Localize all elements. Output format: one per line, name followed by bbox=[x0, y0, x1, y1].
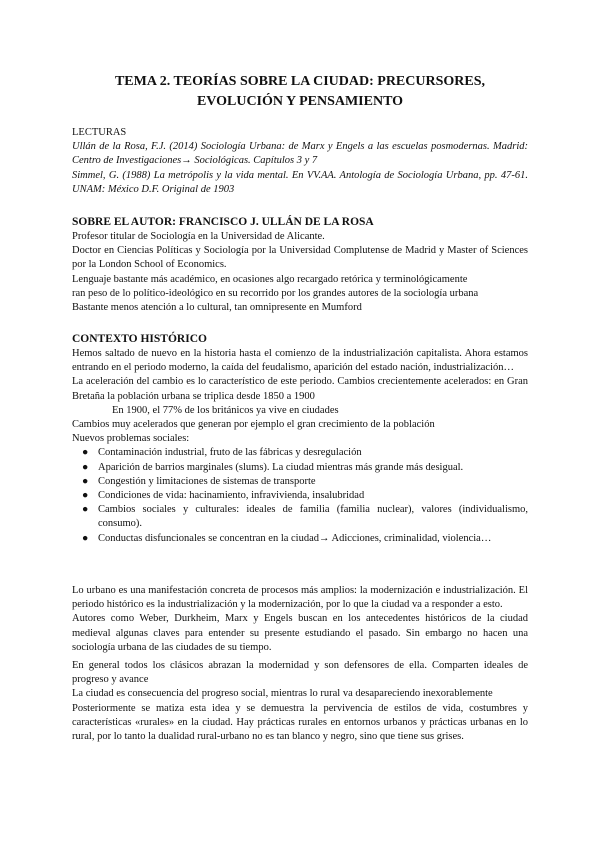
title-line-1: TEMA 2. TEORÍAS SOBRE LA CIUDAD: PRECURSORES, bbox=[114, 74, 486, 89]
autor-paragraph: Profesor titular de Sociología en la Universidad de Alicante. bbox=[72, 231, 325, 242]
contexto-paragraph: Nuevos problemas sociales: bbox=[72, 433, 190, 445]
contexto-paragraph: En general todos los clásicos abrazan la modernidad y son defensores de ella. Comparten ideales de progreso y avance bbox=[72, 660, 528, 686]
contexto-paragraph: Autores como Weber, Durkheim, Marx y Engels buscan en los antecedentes históricos de la ciudad medieval algunas claves para entender su presente estudiando el pasado. Sin embargo no hacen una sociología urbana de las ciudades de su tiempo. bbox=[72, 613, 528, 653]
list-item bbox=[72, 461, 528, 475]
list-item-text: Cambios sociales y culturales: ideales de familia (familia nuclear), valores (individualismo, consumo). bbox=[98, 504, 528, 530]
bullet-icon: ● bbox=[82, 532, 89, 544]
bullet-icon: ● bbox=[82, 447, 89, 459]
autor-section bbox=[72, 214, 528, 315]
contexto-heading: CONTEXTO HISTÓRICO bbox=[72, 333, 207, 345]
bullet-icon: ● bbox=[82, 490, 89, 502]
contexto-paragraph: En 1900, el 77% de los británicos ya vive en ciudades bbox=[112, 404, 339, 416]
autor-paragraph: Lenguaje bastante más académico, en ocasiones algo recargado retórica y terminológicamente bbox=[72, 273, 468, 285]
title-line-2: EVOLUCIÓN Y PENSAMIENTO bbox=[196, 94, 404, 109]
contexto-paragraph: Cambios muy acelerados que generan por ejemplo el gran crecimiento de la población bbox=[72, 419, 435, 431]
list-item bbox=[72, 532, 528, 546]
clasicos-section bbox=[72, 659, 528, 744]
list-item-text: Aparición de barrios marginales (slums). La ciudad mientras más grande más desigual. bbox=[98, 461, 464, 473]
contexto-paragraph: Posteriormente se matiza esta idea y se demuestra la pervivencia de estilos de vida, costumbres y características «rurales» en la ciudad. Hay prácticas rurales en entornos urbanos y prácticas urbanas en lo rural, por lo tanto la dualidad rural-urbano no es tan blanco y negro, sino que tiene sus grises. bbox=[72, 702, 528, 743]
contexto-paragraph: Hemos saltado de nuevo en la historia hasta el comienzo de la industrialización capitalista. Ahora estamos entrando en el periodo moderno, la caída del feudalismo, aparición del estado nación, industrialización… bbox=[72, 348, 528, 374]
lecturas-heading: LECTURAS bbox=[72, 127, 127, 138]
lectura-ref-2: Simmel, G. (1988) La metrópolis y la vida mental. En VV.AA. Antología de Sociología Urbana, pp. 47-61. UNAM: México D.F. Original de 1903 bbox=[72, 169, 528, 195]
contexto-paragraph: Lo urbano es una manifestación concreta de procesos más amplios: la modernización e industrialización. El periodo histórico es la industrialización y la modernización, por lo que la ciudad va a responder a esto. bbox=[72, 585, 528, 611]
list-item-text: Condiciones de vida: hacinamiento, infravivienda, insalubridad bbox=[98, 490, 365, 502]
bullet-icon: ● bbox=[82, 475, 89, 487]
list-item bbox=[72, 475, 528, 489]
autor-paragraph: Bastante menos atención a lo cultural, tan omnipresente en Mumford bbox=[72, 302, 362, 314]
list-item-text: Contaminación industrial, fruto de las fábricas y desregulación bbox=[98, 447, 362, 459]
lectura-ref-1: Ullán de la Rosa, F.J. (2014) Sociología Urbana: de Marx y Engels a las escuelas posmodernas. Madrid: Centro de Investigaciones→ Sociológicas. Capítulos 3 y 7 bbox=[72, 141, 528, 167]
modernizacion-section bbox=[72, 584, 528, 655]
contexto-paragraph: La ciudad es consecuencia del progreso social, mientras lo rural va desapareciendo inexorablemente bbox=[72, 688, 493, 700]
bullet-icon: ● bbox=[82, 461, 89, 473]
list-item-text: Conductas disfuncionales se concentran en la ciudad→ Adicciones, criminalidad, violencia… bbox=[98, 532, 492, 544]
problemas-list bbox=[72, 446, 528, 545]
autor-paragraph: Doctor en Ciencias Políticas y Sociología por la Universidad Complutense de Madrid y Master of Sciences por la London School of Economics. bbox=[72, 245, 528, 271]
list-item bbox=[72, 489, 528, 503]
list-item bbox=[72, 446, 528, 460]
autor-heading: SOBRE EL AUTOR: FRANCISCO J. ULLÁN DE LA ROSA bbox=[72, 216, 374, 228]
list-item-text: Congestión y limitaciones de sistemas de transporte bbox=[98, 475, 316, 487]
bullet-icon: ● bbox=[82, 504, 89, 516]
list-item bbox=[72, 503, 528, 531]
document-title bbox=[72, 72, 528, 112]
contexto-paragraph: La aceleración del cambio es lo característico de este periodo. Cambios crecientemente acelerados: en Gran Bretaña la población urbana se triplica desde 1850 a 1900 bbox=[72, 376, 528, 402]
contexto-section bbox=[72, 331, 528, 546]
lecturas-section bbox=[72, 126, 528, 197]
autor-paragraph: ran peso de lo político-ideológico en su recorrido por los grandes autores de la sociología urbana bbox=[72, 287, 479, 299]
